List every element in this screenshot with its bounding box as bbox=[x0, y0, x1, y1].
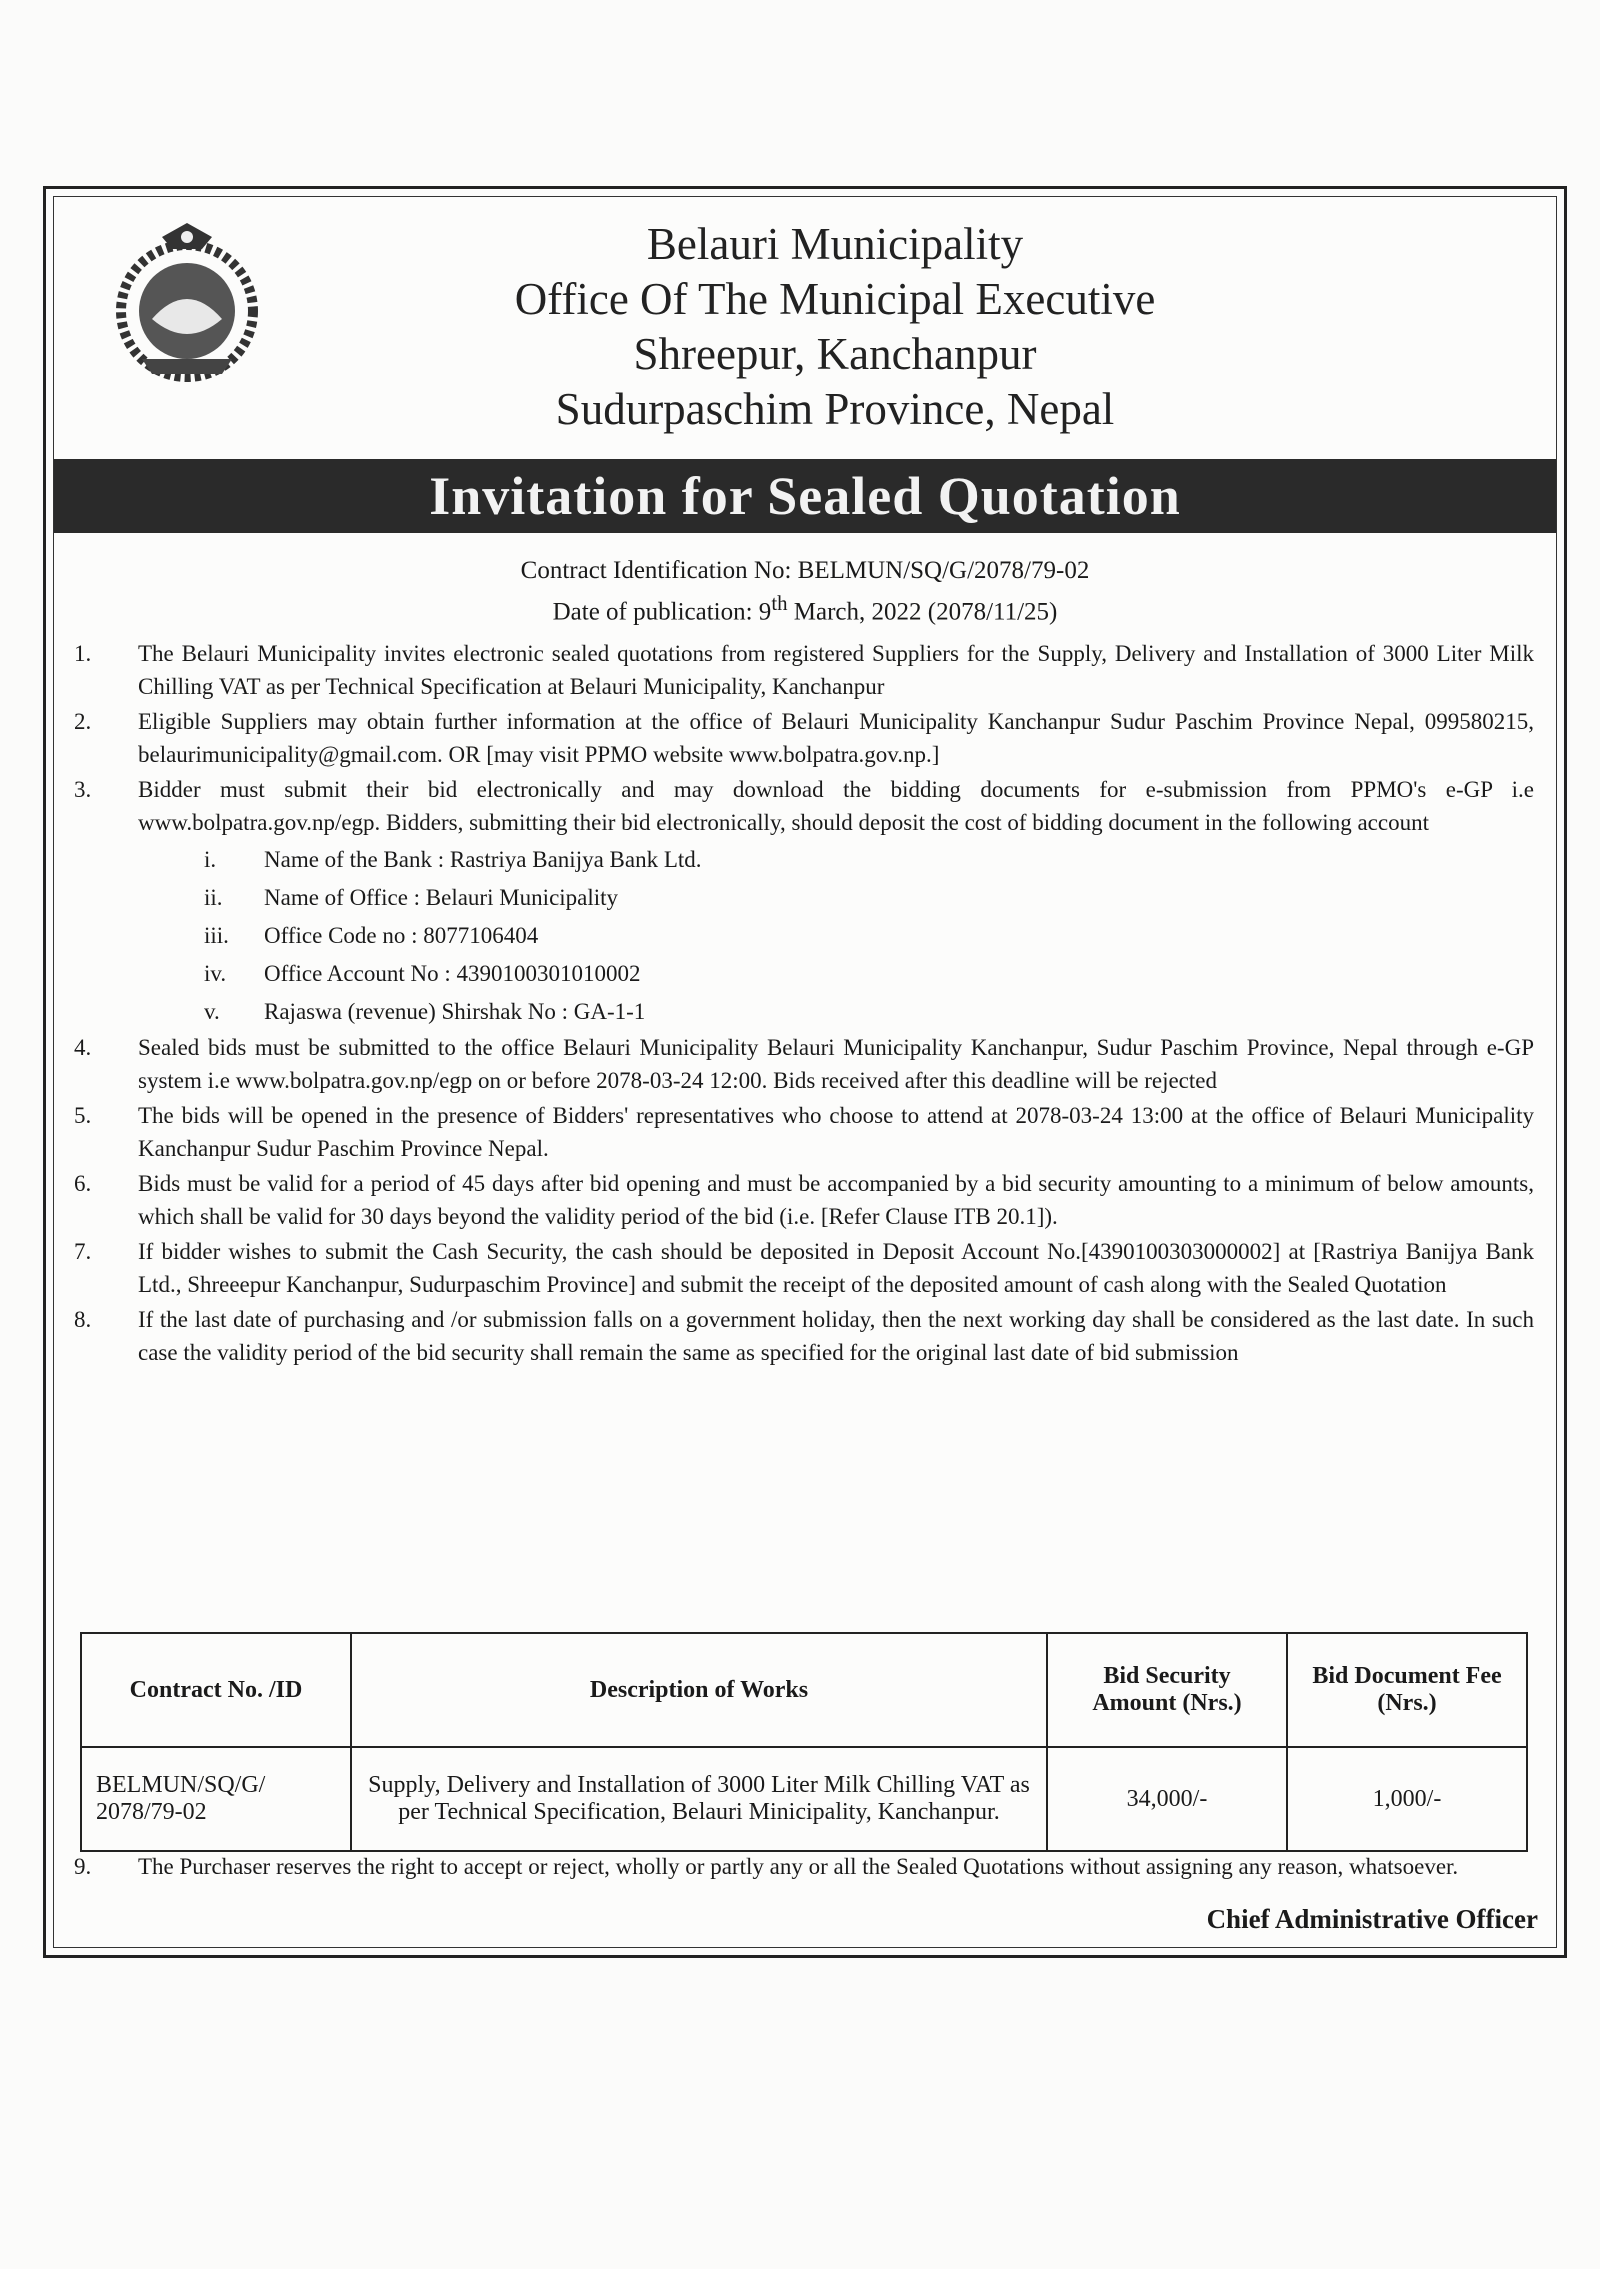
item-text: Bidder must submit their bid electronically and may download the bidding documents for e-submission from PPMO's e-GP i.e www.bolpatra.gov.np/egp. Bidders, submitting their bid electronically, should deposit the cost of bidding document in the following account bbox=[138, 777, 1534, 835]
item-number: 4. bbox=[74, 1035, 92, 1060]
bank-detail bbox=[204, 993, 1534, 1031]
organization-name bbox=[314, 217, 1356, 437]
item-number: 1. bbox=[74, 641, 92, 666]
roman-numeral: iii. bbox=[204, 923, 229, 948]
list-item bbox=[74, 637, 1534, 703]
item-number: 2. bbox=[74, 709, 92, 734]
list-item bbox=[74, 1099, 1534, 1165]
notice-items bbox=[74, 637, 1534, 1371]
item-number: 5. bbox=[74, 1103, 92, 1128]
contract-id: Contract Identification No: BELMUN/SQ/G/2078/79-02 bbox=[520, 557, 1090, 584]
item-text: Sealed bids must be submitted to the office Belauri Municipality Belauri Municipality Kanchanpur, Sudur Paschim Province, Nepal through e-GP system i.e www.bolpatra.gov.np/egp on or before 2078-03-24 12:00. Bids received after this deadline will be rejected bbox=[138, 1035, 1534, 1093]
bank-detail bbox=[204, 879, 1534, 917]
list-item bbox=[74, 1303, 1534, 1369]
works-table bbox=[80, 1632, 1528, 1852]
item-number: 7. bbox=[74, 1239, 92, 1264]
notice-inner-border bbox=[53, 196, 1557, 1948]
item-text: The Purchaser reserves the right to accept or reject, wholly or partly any or all the Sealed Quotations without assigning any reason, whatsoever. bbox=[138, 1854, 1459, 1879]
pub-date-prefix: Date of publication: 9 bbox=[552, 598, 772, 626]
list-item bbox=[74, 1031, 1534, 1097]
org-line-2: Office Of The Municipal Executive bbox=[514, 274, 1156, 324]
list-item bbox=[74, 1850, 1534, 1883]
list-item bbox=[74, 1235, 1534, 1301]
final-clause bbox=[74, 1850, 1534, 1885]
notice-title: Invitation for Sealed Quotation bbox=[54, 459, 1556, 533]
header-description: Description of Works bbox=[351, 1633, 1047, 1747]
org-line-1: Belauri Municipality bbox=[646, 219, 1024, 269]
item-text: Eligible Suppliers may obtain further information at the office of Belauri Municipality Kanchanpur Sudur Paschim Province Nepal, 099580215, belaurimunicipality@gmail.com. OR [may visit PPMO website www.bolpatra.gov.np.] bbox=[138, 709, 1534, 767]
bank-detail-text: Office Code no : 8077106404 bbox=[264, 923, 539, 948]
cell-description: Supply, Delivery and Installation of 3000 Liter Milk Chilling VAT as per Technical Specification, Belauri Minicipality, Kanchanpur. bbox=[351, 1747, 1047, 1851]
notice-frame bbox=[43, 186, 1567, 1958]
publication-date bbox=[54, 587, 1556, 628]
item-number: 3. bbox=[74, 777, 92, 802]
cell-bid-security: 34,000/- bbox=[1047, 1747, 1287, 1851]
item-number: 9. bbox=[74, 1854, 92, 1879]
pub-date-sup: th bbox=[771, 591, 788, 615]
item-text: The Belauri Municipality invites electronic sealed quotations from registered Suppliers for the Supply, Delivery and Installation of 3000 Liter Milk Chilling VAT as per Technical Specification at Belauri Municipality, Kanchanpur bbox=[138, 641, 1534, 699]
bank-detail-text: Name of Office : Belauri Municipality bbox=[264, 885, 619, 910]
bank-detail bbox=[204, 917, 1534, 955]
bank-detail-text: Office Account No : 4390100301010002 bbox=[264, 961, 641, 986]
list-item bbox=[74, 705, 1534, 771]
roman-numeral: i. bbox=[204, 847, 217, 872]
contract-meta bbox=[54, 555, 1556, 628]
item-number: 6. bbox=[74, 1171, 92, 1196]
letterhead bbox=[54, 197, 1556, 457]
item-text: If bidder wishes to submit the Cash Security, the cash should be deposited in Deposit Account No.[4390100303000002] at [Rastriya Banijya Bank Ltd., Shreeepur Kanchanpur, Sudurpaschim Province] and submit the receipt of the deposited amount of cash along with the Sealed Quotation bbox=[138, 1239, 1534, 1297]
item-text: The bids will be opened in the presence of Bidders' representatives who choose to attend at 2078-03-24 13:00 at the office of Belauri Municipality Kanchanpur Sudur Paschim Province Nepal. bbox=[138, 1103, 1534, 1161]
roman-numeral: ii. bbox=[204, 885, 223, 910]
table-row bbox=[81, 1747, 1527, 1851]
org-line-3: Shreepur, Kanchanpur bbox=[633, 329, 1037, 379]
item-text: If the last date of purchasing and /or submission falls on a government holiday, then the next working day shall be considered as the last date. In such case the validity period of the bid security shall remain the same as specified for the original last date of bid submission bbox=[138, 1307, 1534, 1365]
bank-detail-text: Name of the Bank : Rastriya Banijya Bank Ltd. bbox=[264, 847, 702, 872]
header-document-fee: Bid Document Fee (Nrs.) bbox=[1287, 1633, 1527, 1747]
header-bid-security: Bid Security Amount (Nrs.) bbox=[1047, 1633, 1287, 1747]
bank-detail-text: Rajaswa (revenue) Shirshak No : GA-1-1 bbox=[264, 999, 646, 1024]
list-item bbox=[74, 1167, 1534, 1233]
org-line-4: Sudurpaschim Province, Nepal bbox=[555, 384, 1115, 434]
signatory-title: Chief Administrative Officer bbox=[1206, 1904, 1538, 1934]
pub-date-suffix: March, 2022 (2078/11/25) bbox=[787, 598, 1058, 626]
bank-detail bbox=[204, 841, 1534, 879]
bank-detail bbox=[204, 955, 1534, 993]
nepal-emblem-icon bbox=[102, 219, 272, 389]
roman-numeral: v. bbox=[204, 999, 220, 1024]
cell-contract-no: BELMUN/SQ/G/ 2078/79-02 bbox=[81, 1747, 351, 1851]
list-item bbox=[74, 773, 1534, 839]
item-text: Bids must be valid for a period of 45 days after bid opening and must be accompanied by a bid security amounting to a minimum of below amounts, which shall be valid for 30 days beyond the validity period of the bid (i.e. [Refer Clause ITB 20.1]). bbox=[138, 1171, 1534, 1229]
cell-document-fee: 1,000/- bbox=[1287, 1747, 1527, 1851]
item-number: 8. bbox=[74, 1307, 92, 1332]
header-contract-no: Contract No. /ID bbox=[81, 1633, 351, 1747]
table-header-row bbox=[81, 1633, 1527, 1747]
roman-numeral: iv. bbox=[204, 961, 227, 986]
